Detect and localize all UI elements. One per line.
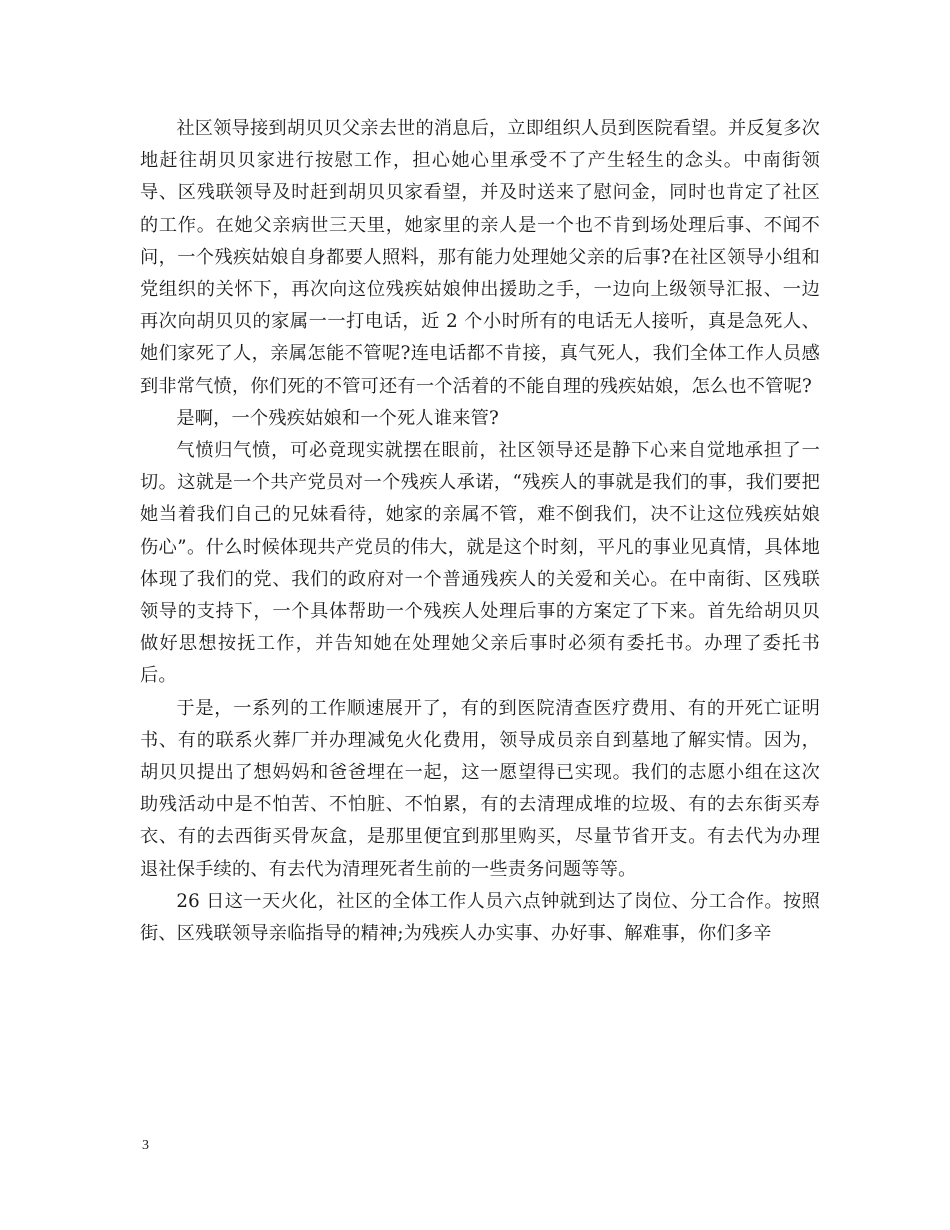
document-body bbox=[140, 113, 820, 950]
paragraph-3: 气愤归气愤，可必竟现实就摆在眼前，社区领导还是静下心来自觉地承担了一切。这就是一个共产党员对一个残疾人承诺，“残疾人的事就是我们的事，我们要把她当着我们自己的兄妹看待，她家的亲属不管，难不倒我们，决不让这位残疾姑娘伤心”。什么时候体现共产党员的伟大，就是这个时刻，平凡的事业见真情，具体地体现了我们的党、我们的政府对一个普通残疾人的关爱和关心。在中南街、区残联领导的支持下，一个具体帮助一个残疾人处理后事的方案定了下来。首先给胡贝贝做好思想按抚工作，并告知她在处理她父亲后事时必须有委托书。办理了委托书后。 bbox=[140, 440, 820, 687]
paragraph-1: 社区领导接到胡贝贝父亲去世的消息后，立即组织人员到医院看望。并反复多次地赶往胡贝贝家进行按慰工作，担心她心里承受不了产生轻生的念头。中南街领导、区残联领导及时赶到胡贝贝家看望，并及时送来了慰问金，同时也肯定了社区的工作。在她父亲病世三天里，她家里的亲人是一个也不肯到场处理后事、不闻不问，一个残疾姑娘自身都要人照料，那有能力处理她父亲的后事?在社区领导小组和党组织的关怀下，再次向这位残疾姑娘伸出援助之手，一边向上级领导汇报、一边再次向胡贝贝的家属一一打电话，近 2 个小时所有的电话无人接听，真是急死人、她们家死了人，亲属怎能不管呢?连电话都不肯接，真气死人，我们全体工作人员感到非常气愤，你们死的不管可还有一个活着的不能自理的残疾姑娘，怎么也不管呢? bbox=[140, 118, 820, 397]
paragraph-5: 26 日这一天火化，社区的全体工作人员六点钟就到达了岗位、分工合作。按照街、区残联领导亲临指导的精神;为残疾人办实事、办好事、解难事，你们多辛 bbox=[140, 890, 820, 945]
paragraph-4: 于是，一系列的工作顺速展开了，有的到医院清查医疗费用、有的开死亡证明书、有的联系火葬厂并办理减免火化费用，领导成员亲自到墓地了解实情。因为，胡贝贝提出了想妈妈和爸爸埋在一起，这一愿望得已实现。我们的志愿小组在这次助残活动中是不怕苦、不怕脏、不怕累，有的去清理成堆的垃圾、有的去东街买寿衣、有的去西街买骨灰盒，是那里便宜到那里购买，尽量节省开支。有去代为办理退社保手续的、有去代为清理死者生前的一些责务问题等等。 bbox=[140, 697, 820, 880]
page-number: 3 bbox=[142, 1138, 149, 1153]
paragraph-2: 是啊，一个残疾姑娘和一个死人谁来管? bbox=[176, 407, 499, 429]
